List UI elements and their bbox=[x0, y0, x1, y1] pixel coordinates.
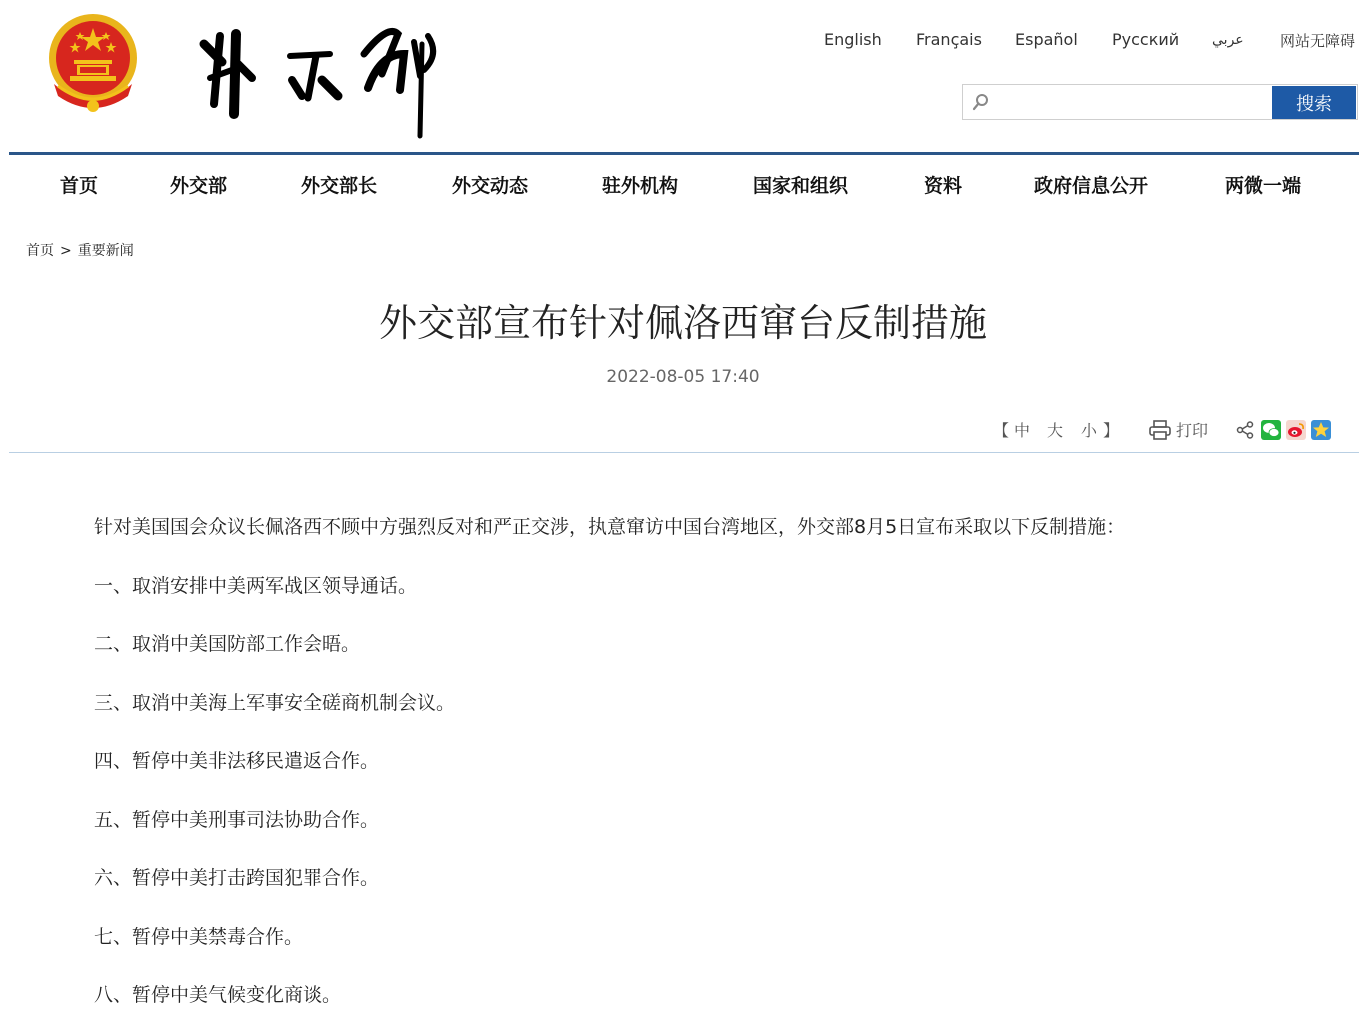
accessibility-link[interactable]: 网站无障碍 bbox=[1280, 32, 1356, 50]
site-header bbox=[0, 0, 1366, 155]
search-box bbox=[962, 84, 1358, 120]
article-date: 2022-08-05 17:40 bbox=[606, 367, 760, 387]
national-emblem-logo[interactable] bbox=[44, 12, 142, 114]
lang-spanish-link[interactable]: Español bbox=[1015, 30, 1078, 49]
content-divider bbox=[9, 452, 1359, 453]
font-size-small-button[interactable]: 小 bbox=[1081, 421, 1098, 440]
article-paragraph: 六、暂停中美打击跨国犯罪合作。 bbox=[94, 867, 380, 889]
nav-item-ministry[interactable]: 外交部 bbox=[170, 175, 228, 197]
lang-french-link[interactable]: Français bbox=[916, 30, 982, 49]
weibo-icon[interactable] bbox=[1286, 420, 1306, 440]
qzone-icon[interactable] bbox=[1311, 420, 1331, 440]
article-paragraph: 二、取消中美国防部工作会晤。 bbox=[94, 633, 361, 655]
breadcrumb-section-link[interactable]: 重要新闻 bbox=[77, 243, 134, 259]
nav-item-countries-organizations[interactable]: 国家和组织 bbox=[753, 175, 849, 197]
nav-item-government-info[interactable]: 政府信息公开 bbox=[1034, 175, 1149, 197]
page-title: 外交部宣布针对佩洛西窜台反制措施 bbox=[378, 301, 987, 345]
font-size-large-button[interactable]: 大 bbox=[1047, 421, 1064, 440]
breadcrumb-home-link[interactable]: 首页 bbox=[26, 243, 54, 259]
search-icon bbox=[971, 92, 991, 112]
article-paragraph-intro: 针对美国国会众议长佩洛西不顾中方强烈反对和严正交涉，执意窜访中国台湾地区，外交部8月5日宣布采取以下反制措施： bbox=[94, 516, 1126, 538]
breadcrumb bbox=[26, 240, 134, 260]
lang-english-link[interactable]: English bbox=[824, 30, 882, 49]
article-paragraph: 五、暂停中美刑事司法协助合作。 bbox=[94, 808, 380, 831]
nav-item-minister[interactable]: 外交部长 bbox=[301, 175, 378, 197]
font-size-bracket-close: 】 bbox=[1103, 421, 1120, 440]
main-nav bbox=[9, 155, 1359, 213]
search-input[interactable] bbox=[997, 87, 1233, 117]
article-paragraph: 八、暂停中美气候变化商谈。 bbox=[94, 984, 342, 1006]
print-icon[interactable] bbox=[1149, 420, 1171, 440]
article-paragraph: 七、暂停中美禁毒合作。 bbox=[94, 925, 304, 948]
nav-item-home[interactable]: 首页 bbox=[60, 175, 99, 197]
article-toolbar bbox=[0, 418, 1366, 442]
article-paragraph: 三、取消中美海上军事安全磋商机制会议。 bbox=[94, 691, 456, 714]
nav-item-missions-overseas[interactable]: 驻外机构 bbox=[602, 175, 679, 197]
nav-item-social-media[interactable]: 两微一端 bbox=[1225, 175, 1302, 197]
nav-item-diplomatic-news[interactable]: 外交动态 bbox=[452, 175, 529, 197]
lang-russian-link[interactable]: Русский bbox=[1112, 30, 1180, 49]
breadcrumb-separator: > bbox=[60, 243, 72, 259]
article-paragraph: 四、暂停中美非法移民遣返合作。 bbox=[94, 750, 380, 772]
share-icon[interactable] bbox=[1236, 421, 1254, 439]
article-body bbox=[94, 512, 1274, 1019]
font-size-bracket-open: 【 bbox=[993, 421, 1010, 440]
article-paragraph: 一、取消安排中美两军战区领导通话。 bbox=[94, 574, 418, 597]
print-link[interactable]: 打印 bbox=[1176, 421, 1209, 440]
font-size-medium-button[interactable]: 中 bbox=[1014, 421, 1031, 440]
search-button[interactable]: 搜索 bbox=[1272, 86, 1356, 119]
wechat-icon[interactable] bbox=[1261, 420, 1281, 440]
lang-arabic-link[interactable]: عربي bbox=[1212, 32, 1244, 48]
language-bar bbox=[0, 30, 1366, 54]
nav-item-resources[interactable]: 资料 bbox=[924, 175, 963, 197]
